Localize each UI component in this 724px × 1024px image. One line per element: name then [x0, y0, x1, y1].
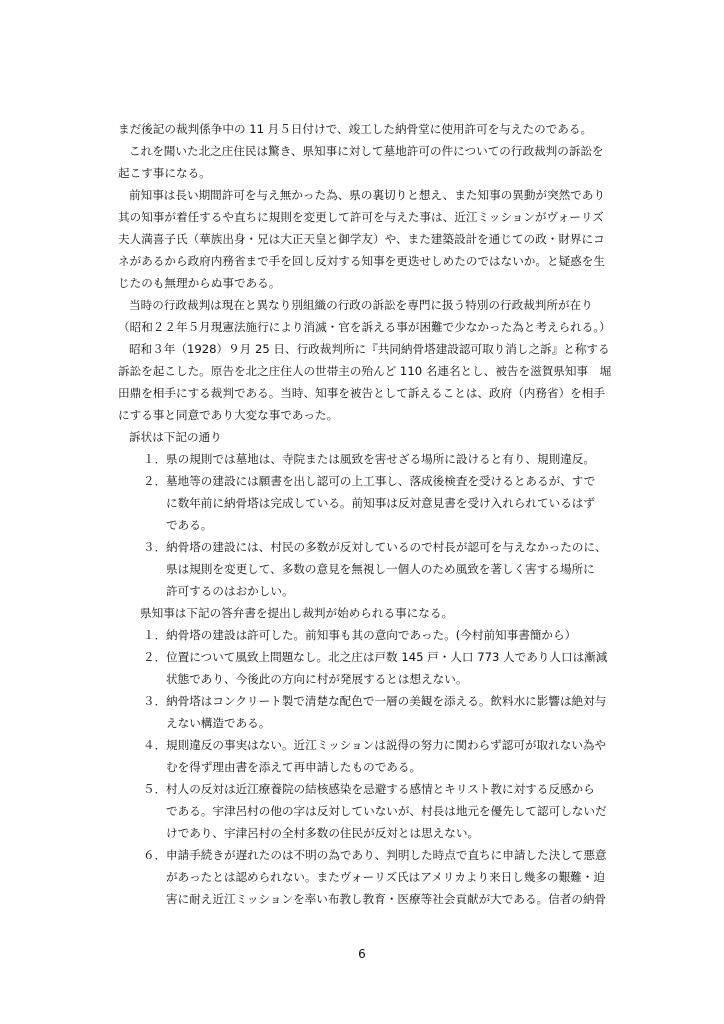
paragraph-line: 昭和３年（1928）９月 25 日、行政裁判所に『共同納骨塔建設認可取り消し之訴』と称する — [129, 342, 610, 356]
paragraph-line: 訴訟を起こした。原告を北之庄住人の世帯主の殆んど 110 名連名とし、被告を滋賀県知事 堀 — [118, 364, 612, 378]
paragraph-line: まだ後記の裁判係争中の 11 月５日付けで、竣工した納骨堂に使用許可を与えたのである。 — [118, 122, 593, 136]
item-number: ６． — [143, 848, 167, 862]
complaint-intro: 訴状は下記の通り — [129, 430, 222, 444]
item-text: 県の規則では墓地は、寺院または風致を害せざる場所に設けると有り、規則違反。 — [166, 452, 595, 466]
list-item — [118, 778, 618, 800]
item-continuation: けであり、宇津呂村の全村多数の住民が反対とは思えない。 — [166, 826, 480, 840]
item-continuation: である。宇津呂村の他の字は反対していないが、村長は地元を優先して認可しないだ — [166, 804, 607, 818]
item-number: １． — [143, 452, 167, 466]
item-continuation: むを得ず理由書を添えて再申請したものである。 — [166, 760, 422, 774]
list-item — [118, 624, 618, 646]
item-text: 村人の反対は近江療養院の結核感染を忌避する感情とキリスト教に対する反感から — [166, 782, 595, 796]
response-intro: 県知事は下記の答弁書を提出し裁判が始められる事になる。 — [140, 606, 454, 620]
item-text: 納骨塔の建設には、村民の多数が反対しているので村長が認可を与えなかったのに、 — [166, 540, 607, 554]
paragraph-line: 前知事は長い期間許可を与え無かった為、県の裏切りと想え、また知事の異動が突然であり — [129, 188, 606, 202]
list-item — [118, 470, 618, 492]
item-continuation: 害に耐え近江ミッションを率い布教し教育・医療等社会貢献が大である。信者の納骨 — [166, 892, 607, 906]
item-text: 納骨塔の建設は許可した。前知事も其の意向であった。(今村前知事書簡から） — [166, 628, 577, 642]
paragraph-line: にする事と同意であり大変な事であった。 — [118, 408, 339, 422]
paragraph-line: ネがあるから政府内務省まで手を回し反対する知事を更迭せしめたのではないか。と疑惑を生 — [118, 254, 605, 268]
paragraph-line: 夫人満喜子氏（華族出身・兄は大正天皇と御学友）や、また建築設計を通じての政・財界にコ — [118, 232, 605, 246]
complaint-list — [118, 448, 618, 602]
list-item — [118, 536, 618, 558]
list-item — [118, 690, 618, 712]
list-item — [118, 646, 618, 668]
item-text: 申請手続きが遅れたのは不明の為であり、判明した時点で直ちに申請した決して悪意 — [166, 848, 607, 862]
list-item — [118, 844, 618, 866]
paragraph-line: これを聞いた北之庄住民は驚き、県知事に対して墓地許可の件についての行政裁判の訴訟を — [129, 144, 604, 158]
item-continuation: があったとは認められない。またヴォーリズ氏はアメリカより来日し幾多の艱難・迫 — [166, 870, 605, 884]
page-number: 6 — [358, 947, 366, 961]
item-number: ４． — [143, 738, 167, 752]
list-item — [118, 448, 618, 470]
item-continuation: 許可するのはおかしい。 — [166, 584, 294, 598]
item-continuation: に数年前に納骨塔は完成している。前知事は反対意見書を受け入れられているはず — [166, 496, 595, 510]
item-number: ２． — [143, 650, 167, 664]
item-number: １． — [143, 628, 167, 642]
paragraph-line: じたのも無理からぬ事である。 — [118, 276, 281, 290]
paragraph-line: 当時の行政裁判は現在と異なり別組織の行政の訴訟を専門に扱う特別の行政裁判所が在り — [129, 298, 593, 312]
item-continuation: 県は規則を変更して、多数の意見を無視し一個人のため風致を著しく害する場所に — [166, 562, 595, 576]
item-continuation: えない構造である。 — [166, 716, 271, 730]
item-number: ３． — [143, 694, 167, 708]
paragraph-line: （昭和２２年５月現憲法施行により消滅・官を訴える事が困難で少なかった為と考えられる。） — [118, 320, 611, 334]
item-text: 墓地等の建設には願書を出し認可の上工事し、落成後検査を受けるとあるが、すで — [166, 474, 596, 488]
item-text: 位置について風致上問題なし。北之庄は戸数 145 戸・人口 773 人であり人口は漸減 — [166, 650, 608, 664]
item-number: ３． — [143, 540, 167, 554]
item-continuation: である。 — [166, 518, 213, 532]
response-list — [118, 624, 618, 910]
body-text — [118, 118, 618, 910]
list-item — [118, 734, 618, 756]
paragraph-line: 田鼎を相手にする裁判である。当時、知事を被告として訴えることは、政府（内務省）を相手 — [118, 386, 605, 400]
item-number: ２． — [143, 474, 167, 488]
item-text: 規則違反の事実はない。近江ミッションは説得の努力に関わらず認可が取れない為や — [166, 738, 607, 752]
item-text: 納骨塔はコンクリート製で清楚な配色で一層の美観を添える。飲料水に影響は絶対与 — [166, 694, 607, 708]
paragraph-line: 其の知事が着任するや直ちに規則を変更して許可を与えた事は、近江ミッションがヴォーリズ — [118, 210, 604, 224]
item-number: ５． — [143, 782, 167, 796]
paragraph-line: 起こす事になる。 — [118, 166, 211, 180]
item-continuation: 状態であり、今後此の方向に村が発展するとは想えない。 — [166, 672, 468, 686]
